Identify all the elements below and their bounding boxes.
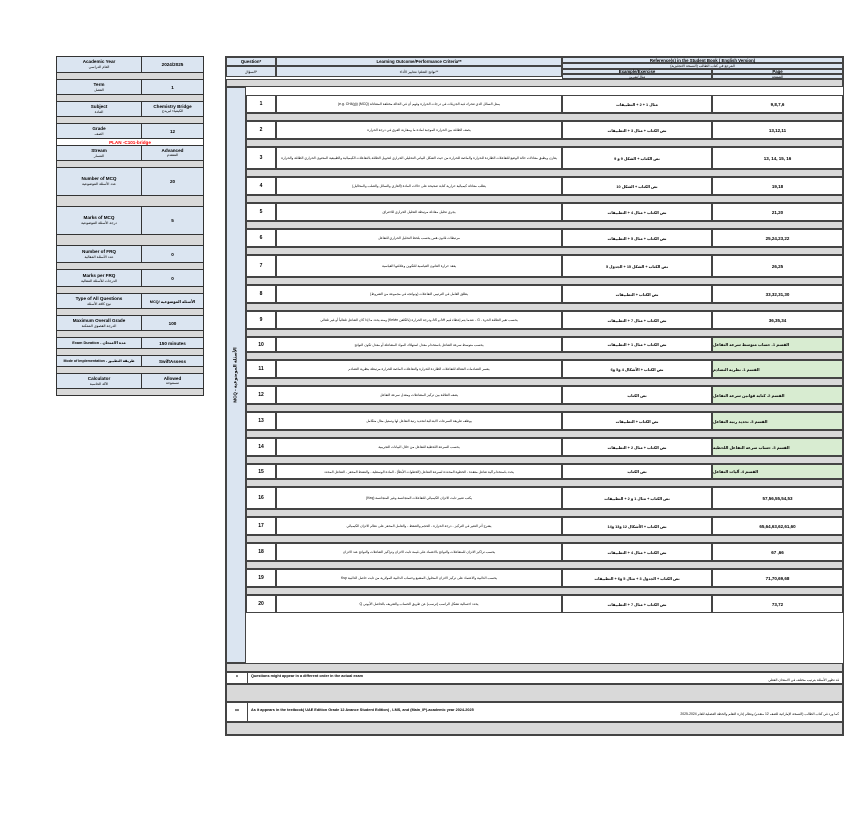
example-reference: نص الكتاب + مثال 1 و 2 + التطبيقات: [562, 487, 712, 509]
table-row: [246, 337, 843, 352]
info-spacer: [56, 95, 204, 102]
row-spacer: [246, 113, 843, 121]
example-reference: نص الكتاب + الشكل 10: [562, 177, 712, 195]
row-spacer: [246, 456, 843, 464]
subject-label-ar: المادة: [94, 109, 104, 114]
calculator-label: Calculator: [87, 375, 111, 381]
note-reference-text: As it appears in the textbook( UAE Edition Grade 12 Avance Student Edition) , LMS, and (Main_IP)-academic year 2024-2025: [251, 708, 474, 712]
mode-value: SwiftAssess: [142, 356, 203, 366]
learning-outcome: يطلق العامل في الترتيبي التفاعلات (ونواتجه في مجموعة من الشروط): [276, 285, 562, 303]
question-number: 6: [246, 229, 276, 247]
question-number: 12: [246, 386, 276, 404]
learning-outcome: يوظف طريقة السرعات الابتدائية لتحديد رتبة التفاعل لها وتمثيل مثال متكامل: [276, 412, 562, 430]
num-mcq-value: 20: [142, 168, 203, 195]
example-reference: نص الكتاب + التطبيقات: [562, 285, 712, 303]
page-reference: القسم 3- حساب سرعة التفاعل اللحظية: [712, 438, 843, 456]
lo-header-ar: نواتج التعلم/ معايير الأداء**: [276, 66, 562, 77]
learning-outcome: يكتب تعبير ثابت الاتزان الكيميائي للتفاعلات المتجانسة وغير المتجانسة (Keq): [276, 487, 562, 509]
learning-outcome: يحسب الذائبية والاعتماد على تركيز الاتزان المحلول المشبع وحساب الذائبية المولارية من ثابت حاصل الذائبية Ksp: [276, 569, 562, 587]
page-reference: 16 ,15 ,14 ,13: [712, 147, 843, 169]
info-term: [56, 80, 204, 95]
info-type: [56, 294, 204, 309]
table-row: [246, 412, 843, 430]
num-frq-label: Number of FRQ: [82, 248, 116, 254]
table-row: [246, 147, 843, 169]
info-subject: [56, 102, 204, 117]
info-marks-mcq: [56, 207, 204, 235]
info-calculator: [56, 374, 204, 389]
notes-spacer: [226, 663, 843, 672]
reference-header-ar: المرجع في كتاب الطالب (النسخة الانجليزية): [562, 63, 843, 69]
info-spacer: [56, 235, 204, 246]
info-spacer: [56, 73, 204, 80]
num-frq-label-ar: عدد الأسئلة المقالية: [84, 254, 114, 259]
marks-mcq-value: 5: [142, 207, 203, 234]
learning-outcome: يحسب تغير الطاقة الحرة - G - عندما يتم إعطاء قيم ΔH و ΔS ودرجة الحرارة (بالكلفن Kelvin) ومنه يحدد ما إذا كان التفاعل تلقائياً أو غير تلقائي: [276, 311, 562, 329]
learning-outcome: يقارن ويطبق معادلات حالة الوضع للتفاعلات الطاردة للحرارة والماصة للحرارة من حيث الشكل البياني التحليلي الحراري لتحويل الطاقة بالتفاعلات الكيميائية والطبيعية المحتوى الحراري الطاقة والحرارة: [276, 147, 562, 169]
example-header: Example/Exercise: [562, 69, 712, 74]
learning-outcome: يصف العلاقة بين تركيز المتفاعلات ومعدل سرعة التفاعل: [276, 386, 562, 404]
info-grade: [56, 124, 204, 139]
example-reference: نص الكتاب + مثال 7 + التطبيقات: [562, 595, 712, 613]
page-reference: 57,56,55,54,53: [712, 487, 843, 509]
learning-outcome: يحسب تراكيز الاتزان للمتفاعلات والنواتج بالاعتماد على قيمة ثابت الاتزان وتراكيز التفاعلات والنواتج عند الاتزان: [276, 543, 562, 561]
page-reference: القسم 1- حساب متوسط سرعة التفاعل: [712, 337, 843, 352]
academic-year-label-ar: العام الدراسي: [88, 65, 110, 69]
row-spacer: [246, 535, 843, 543]
page-header-ar: الصفحة: [712, 74, 843, 79]
reference-header: Reference(s) in the Student Book ( English Version): [562, 57, 843, 63]
question-number: 3: [246, 147, 276, 169]
learning-outcome: يفسر التصادمات الفعالة للتفاعلات الطاردة للحرارة والتفاعلات الماصة للحرارة مرتبطة بنظرية التصادم: [276, 360, 562, 378]
info-spacer: [56, 117, 204, 124]
table-row: [246, 311, 843, 329]
question-number: 10: [246, 337, 276, 352]
row-spacer: [246, 329, 843, 337]
info-spacer: [56, 389, 204, 396]
duration-label: Exam Duration - مدة الامتحان: [72, 341, 126, 345]
example-reference: نص الكتاب + مثال 3 + التطبيقات: [562, 121, 712, 139]
marks-mcq-label: Marks of MCQ: [83, 215, 115, 220]
info-spacer: [56, 367, 204, 374]
term-value: 1: [142, 80, 203, 94]
question-number: 7: [246, 255, 276, 277]
table-row: [246, 285, 843, 303]
stream-label-ar: المسار: [93, 153, 105, 158]
stream-value: Advanced: [161, 148, 184, 153]
page-reference: القسم 3- تحديد رتبة التفاعل: [712, 412, 843, 430]
question-number: 17: [246, 517, 276, 535]
info-spacer: [56, 309, 204, 316]
example-reference: نص الكتاب + الجدول 3 + مثال 5 و6 + التطبيقات: [562, 569, 712, 587]
example-reference: نص الكتاب + مثال 7 + التطبيقات: [562, 311, 712, 329]
page-reference: 19,18: [712, 177, 843, 195]
academic-year-label: Academic Year: [82, 59, 116, 64]
page-reference: 9,8,7,6: [712, 95, 843, 113]
table-footer: [226, 722, 843, 735]
mcq-section-label: MCQ - الأسئلة الموضوعية: [226, 87, 246, 663]
row-spacer: [246, 479, 843, 487]
example-reference: نص الكتاب + مثال 4 + التطبيقات: [562, 543, 712, 561]
example-reference: نص الكتاب + الأشكال 12 و13 و14: [562, 517, 712, 535]
academic-year-value: 2024/2025: [142, 57, 203, 72]
table-row: [246, 177, 843, 195]
calculator-value: Allowed: [163, 376, 182, 381]
page-reference: 73,72: [712, 595, 843, 613]
question-number: 16: [246, 487, 276, 509]
grade-label: Grade: [92, 125, 106, 131]
example-reference: نص الكتاب + الشكل 9 و 9: [562, 147, 712, 169]
example-reference: نص الكتاب + الشكل 15 + الجدول 5: [562, 255, 712, 277]
calculator-label-ar: الآلة الحاسبة: [89, 381, 109, 386]
num-frq-value: 0: [142, 246, 203, 262]
page-reference: القسم 2- كتابة قوانين سرعة التفاعل: [712, 386, 843, 404]
subject-label: Subject: [90, 103, 108, 109]
page-reference: 71,70,69,68: [712, 569, 843, 587]
example-reference: نص الكتاب + مثال 2 + التطبيقات: [562, 438, 712, 456]
table-row: [246, 386, 843, 404]
max-grade-value: 100: [142, 316, 203, 330]
info-spacer: [56, 196, 204, 207]
table-row: [246, 360, 843, 378]
page-reference: 36,35,34: [712, 311, 843, 329]
stream-value-ar: المتقدم: [166, 153, 179, 157]
table-row: [246, 229, 843, 247]
page-header: Page: [712, 69, 843, 74]
example-reference: نص الكتاب: [562, 464, 712, 479]
row-spacer: [246, 247, 843, 255]
notes-spacer: [226, 684, 843, 702]
row-spacer: [246, 509, 843, 517]
question-number: 18: [246, 543, 276, 561]
type-value: MCQ/ الأسئلة الموضوعية: [142, 294, 203, 308]
table-row: [246, 517, 843, 535]
marks-frq-label-ar: الدرجات للأسئلة المقالية: [80, 278, 118, 283]
table-row: [246, 95, 843, 113]
marks-frq-value: 0: [142, 270, 203, 286]
row-spacer: [246, 169, 843, 177]
duration-value: 150 minutes: [142, 338, 203, 348]
learning-outcome: يطلب معادلة كيميائية حرارية كتابة صحيحة على حالات المادة (الغازي والسائل والصلب والمحاليل): [276, 177, 562, 195]
learning-outcome: يجري تحليل معادلة مرتبطة التحليل الحراري للاحتراق: [276, 203, 562, 221]
max-grade-label: Maximum Overall Grade: [72, 317, 126, 323]
note-order-text-ar: قد تظهر الأسئلة بترتيب مختلف في الامتحان الفعلي: [768, 678, 839, 682]
grade-label-ar: الصف: [94, 131, 104, 136]
grade-value: 12: [142, 124, 203, 138]
example-reference: نص الكتاب + مثال 5 + التطبيقات: [562, 229, 712, 247]
mode-label: Mode of Implementation - طريقة التطبيق: [63, 359, 135, 363]
example-header-ar: مثال/تمرين: [562, 74, 712, 79]
table-row: [246, 121, 843, 139]
lo-header: Learning Outcome/Performance Criteria**: [276, 57, 562, 66]
term-label: Term: [93, 81, 105, 87]
type-label-ar: نوع كافة الأسئلة: [87, 301, 111, 306]
exam-info-panel: [56, 56, 204, 396]
term-label-ar: الفصل: [94, 87, 104, 92]
question-header-ar: السؤال*: [226, 66, 276, 77]
row-spacer: [246, 430, 843, 438]
example-reference: نص الكتاب + الأشكال 4 و5 و6: [562, 360, 712, 378]
question-number: 4: [246, 177, 276, 195]
max-grade-label-ar: الدرجة القصوى الممكنة: [81, 323, 117, 328]
question-number: 8: [246, 285, 276, 303]
row-spacer: [246, 378, 843, 386]
page-reference: 26,25: [712, 255, 843, 277]
info-academic-year: [56, 56, 204, 73]
question-number: 19: [246, 569, 276, 587]
info-duration: [56, 338, 204, 349]
page-reference: القسم 1- نظرية التصادم: [712, 360, 843, 378]
page-reference: 65,64,63,62,61,60: [712, 517, 843, 535]
note-order: [226, 672, 843, 684]
learning-outcome: يحدد احتمالية تشكل الراسب (ترسب) عن طريق الحساب والتعريف بالحاصل الأيوني Q: [276, 595, 562, 613]
table-row: [246, 487, 843, 509]
table-row: [246, 255, 843, 277]
page-reference: 13,12,11: [712, 121, 843, 139]
marks-frq-label: Marks per FRQ: [82, 272, 116, 278]
row-spacer: [246, 277, 843, 285]
header-spacer: [226, 79, 843, 87]
page-reference: القسم 4- آليات التفاعل: [712, 464, 843, 479]
info-max-grade: [56, 316, 204, 331]
info-mode: [56, 356, 204, 367]
row-spacer: [246, 561, 843, 569]
row-spacer: [246, 404, 843, 412]
info-num-frq: [56, 246, 204, 263]
question-number: 15: [246, 464, 276, 479]
info-spacer: [56, 287, 204, 294]
stream-label: Stream: [91, 147, 107, 153]
question-number: 9: [246, 311, 276, 329]
question-number: 20: [246, 595, 276, 613]
note-order-mark: *: [227, 673, 248, 683]
info-num-mcq: [56, 168, 204, 196]
table-row: [246, 595, 843, 613]
exam-structure-table: [225, 56, 844, 736]
table-row: [246, 464, 843, 479]
example-reference: نص الكتاب + مثال 4 + التطبيقات: [562, 203, 712, 221]
type-label: Type of All Questions: [75, 295, 123, 301]
calculator-value-ar: مسموحة: [165, 381, 180, 385]
subject-value-ar: الكيمياء لبريدج: [161, 109, 184, 113]
table-row: [246, 438, 843, 456]
learning-outcome: يحدد باستخدام آلية تفاعل معقدة - الخطوة المحددة لسرعة التفاعل (الخطوات الأبطأ) - المادة الوسطية - والنشط المحفز - التفاعل المحدد: [276, 464, 562, 479]
example-reference: نص الكتاب: [562, 386, 712, 404]
learning-outcome: يحسب متوسط سرعة التفاعل باستخدام معدل استهلاك المواد المتفاعلة أو معدل تكون النواتج: [276, 337, 562, 352]
row-spacer: [246, 352, 843, 360]
question-number: 2: [246, 121, 276, 139]
info-spacer: [56, 263, 204, 270]
question-number: 11: [246, 360, 276, 378]
row-spacer: [246, 303, 843, 311]
marks-mcq-label-ar: درجة الأسئلة الموضوعية: [81, 221, 117, 225]
question-number: 1: [246, 95, 276, 113]
info-marks-frq: [56, 270, 204, 287]
table-row: [246, 543, 843, 561]
num-mcq-label: Number of MCQ: [81, 176, 117, 181]
row-spacer: [246, 221, 843, 229]
plan-code: PLAN -C101-bridge: [56, 139, 204, 146]
learning-outcome: مرتبطات قانون هس يحسب بلحظ التحليل الحراري للتفاعل: [276, 229, 562, 247]
row-spacer: [246, 587, 843, 595]
note-reference: [226, 702, 843, 722]
question-number: 13: [246, 412, 276, 430]
info-spacer: [56, 161, 204, 168]
learning-outcome: يمثل السائل الذي تتحرك فيه الجزيئات في درجات الحرارة وفهم أن في الحالة مختلفة المتعادلة (MCQ) (e.g. CH4(g)): [276, 95, 562, 113]
row-spacer: [246, 195, 843, 203]
example-reference: مثال 1 + 2 + التطبيقات: [562, 95, 712, 113]
page-reference: 25,24,23,22: [712, 229, 843, 247]
note-reference-text-ar: كما ورد في كتاب الطالب (النسخة الإماراتية للصف 12 متقدم) ونظام إدارة التعلم والخطة الفصلية للعام 2024-2025: [680, 712, 839, 716]
question-number: 14: [246, 438, 276, 456]
info-spacer: [56, 331, 204, 338]
learning-outcome: يحسب السرعة اللحظية للتفاعل من خلال البيانات التجريبية: [276, 438, 562, 456]
table-row: [246, 569, 843, 587]
learning-outcome: يعقد حرارة القانون القياسية للتكوين وعلاقتها القياسية: [276, 255, 562, 277]
page-reference: 33,32,31,30: [712, 285, 843, 303]
subject-value: Chemistry Bridge: [153, 104, 192, 109]
page-reference: 21,20: [712, 203, 843, 221]
question-number: 5: [246, 203, 276, 221]
example-reference: نص الكتاب + مثال 1 + التطبيقات: [562, 337, 712, 352]
info-spacer: [56, 349, 204, 356]
info-stream: [56, 146, 204, 161]
note-reference-mark: **: [227, 703, 248, 721]
learning-outcome: يشرح أثر التغير في التركيز - درجة الحرارة - الحجم والضغط - والعامل المحفز على نظام الاتزان الكيميائي: [276, 517, 562, 535]
note-order-text: Questions might appear in a different order in the actual exam: [251, 674, 364, 678]
row-spacer: [246, 139, 843, 147]
page-reference: 66, 67: [712, 543, 843, 561]
learning-outcome: يصف الطاقة بين الحرارة الموجبة لمادة ما ومقارنة الفرق في درجة الحرارة: [276, 121, 562, 139]
example-reference: نص الكتاب + التطبيقات: [562, 412, 712, 430]
num-mcq-label-ar: عدد الأسئلة الموضوعية: [82, 182, 116, 186]
question-header: Question*: [226, 57, 276, 66]
table-row: [246, 203, 843, 221]
